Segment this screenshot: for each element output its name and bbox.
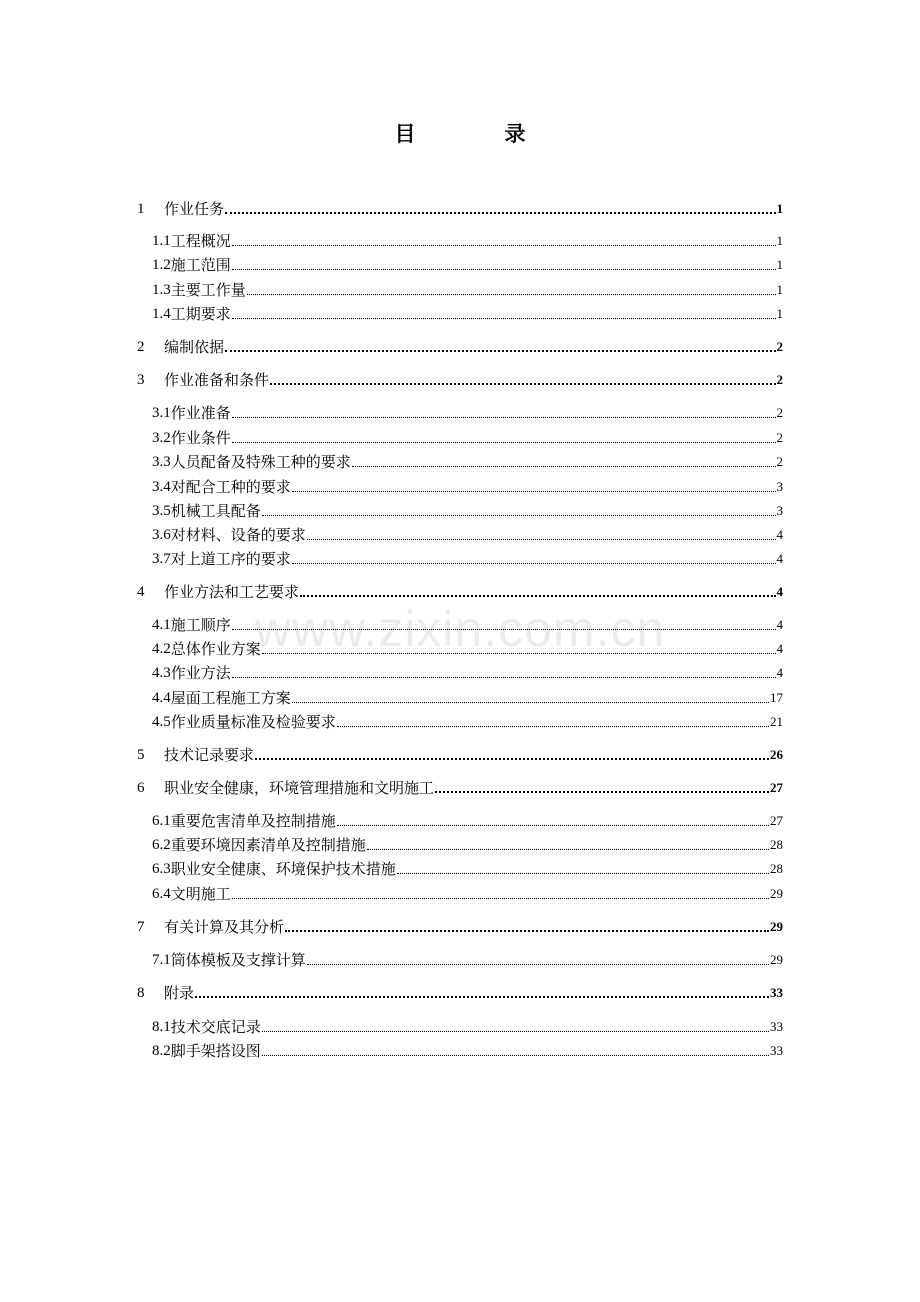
dot-leader: [292, 491, 776, 492]
dot-leader: [307, 964, 769, 965]
dot-leader: [292, 563, 776, 564]
toc-page-number: 33: [770, 1019, 783, 1034]
toc-page-number: 1: [776, 257, 783, 272]
toc-number: 6: [137, 780, 145, 796]
toc-page-number: 3: [776, 479, 783, 494]
toc-section[interactable]: [152, 498, 783, 520]
toc-page-number: 1: [776, 201, 783, 216]
toc-section[interactable]: [152, 277, 783, 299]
toc-label: 作业准备: [170, 404, 231, 422]
toc-page-number: 28: [770, 837, 783, 852]
toc-number: 3.6: [152, 527, 171, 543]
toc-number: 3.7: [152, 551, 171, 567]
toc-section[interactable]: [152, 881, 783, 903]
toc-page-number: 17: [770, 690, 783, 705]
toc-page-number: 4: [776, 551, 783, 566]
dot-leader: [367, 849, 769, 850]
toc-number: 7.1: [152, 952, 171, 968]
toc-number: 1.1: [152, 233, 171, 249]
dot-leader: [225, 212, 775, 214]
toc-chapter[interactable]: [137, 742, 783, 764]
toc-chapter[interactable]: [137, 196, 783, 218]
dot-leader: [232, 898, 769, 899]
toc-page-number: 33: [770, 985, 783, 1000]
toc-number: 4.1: [152, 617, 171, 633]
toc-number: 6.3: [152, 861, 171, 877]
dot-leader: [307, 539, 776, 540]
toc-label: 重要环境因素清单及控制措施: [170, 836, 366, 854]
toc-label: 附录: [164, 984, 195, 1002]
toc-chapter[interactable]: [137, 914, 783, 936]
dot-leader: [300, 595, 775, 597]
toc-label: 筒体模板及支撑计算: [170, 951, 306, 969]
toc-page-number: 3: [776, 503, 783, 518]
toc-section[interactable]: [152, 685, 783, 707]
toc-section[interactable]: [152, 425, 783, 447]
toc-label: 人员配备及特殊工种的要求: [170, 453, 351, 471]
toc-page-number: 4: [776, 617, 783, 632]
toc-number: 3.2: [152, 430, 171, 446]
toc-number: 4: [137, 584, 145, 600]
toc-chapter[interactable]: [137, 980, 783, 1002]
toc-label: 作业任务: [164, 200, 225, 218]
toc-number: 7: [137, 919, 145, 935]
toc-label: 文明施工: [170, 885, 231, 903]
toc-page-number: 1: [776, 282, 783, 297]
dot-leader: [232, 677, 776, 678]
dot-leader: [232, 629, 776, 630]
toc-section[interactable]: [152, 252, 783, 274]
toc-chapter[interactable]: [137, 579, 783, 601]
toc-page-number: 2: [776, 405, 783, 420]
toc-chapter[interactable]: [137, 367, 783, 389]
toc-section[interactable]: [152, 856, 783, 878]
toc-label: 技术记录要求: [164, 746, 255, 764]
toc-number: 3.5: [152, 503, 171, 519]
toc-label: 对配合工种的要求: [170, 478, 291, 496]
dot-leader: [232, 269, 776, 270]
toc-page-number: 2: [776, 339, 783, 354]
toc-section[interactable]: [152, 400, 783, 422]
toc-label: 作业条件: [170, 429, 231, 447]
toc-number: 6.2: [152, 837, 171, 853]
toc-section[interactable]: [152, 808, 783, 830]
toc-number: 5: [137, 747, 145, 763]
dot-leader: [337, 825, 769, 826]
toc-chapter[interactable]: [137, 334, 783, 356]
toc-section[interactable]: [152, 228, 783, 250]
dot-leader: [247, 294, 776, 295]
toc-number: 3.4: [152, 479, 171, 495]
toc-page-number: 28: [770, 861, 783, 876]
toc-label: 机械工具配备: [170, 502, 261, 520]
dot-leader: [435, 791, 769, 793]
toc-page-number: 4: [776, 527, 783, 542]
toc-page-number: 4: [776, 665, 783, 680]
dot-leader: [262, 515, 776, 516]
toc-label: 对材料、设备的要求: [170, 526, 306, 544]
toc-label: 作业准备和条件: [164, 371, 270, 389]
dot-leader: [337, 726, 769, 727]
dot-leader: [232, 245, 776, 246]
dot-leader: [232, 417, 776, 418]
toc-number: 4.2: [152, 641, 171, 657]
toc-section[interactable]: [152, 1038, 783, 1060]
dot-leader: [352, 466, 776, 467]
toc-page-number: 4: [776, 641, 783, 656]
toc-label: 职业安全健康，环境管理措施和文明施工: [164, 779, 435, 797]
toc-page-number: 2: [776, 372, 783, 387]
toc-page-number: 29: [770, 952, 783, 967]
toc-page-number: 2: [776, 430, 783, 445]
toc-label: 脚手架搭设图: [170, 1042, 261, 1060]
toc-page-number: 29: [770, 886, 783, 901]
dot-leader: [232, 442, 776, 443]
toc-label: 有关计算及其分析: [164, 918, 285, 936]
toc-number: 3.1: [152, 405, 171, 421]
toc-number: 1: [137, 201, 145, 217]
dot-leader: [292, 702, 769, 703]
toc-number: 4.3: [152, 665, 171, 681]
toc-section[interactable]: [152, 832, 783, 854]
toc-number: 2: [137, 339, 145, 355]
toc-label: 总体作业方案: [170, 640, 261, 658]
toc-number: 6.1: [152, 813, 171, 829]
toc-section[interactable]: [152, 636, 783, 658]
toc-label: 施工范围: [170, 256, 231, 274]
toc-label: 对上道工序的要求: [170, 550, 291, 568]
dot-leader: [262, 1055, 769, 1056]
toc-label: 编制依据: [164, 338, 225, 356]
toc-page-number: 4: [776, 584, 783, 599]
toc-number: 1.2: [152, 257, 171, 273]
dot-leader: [232, 318, 776, 319]
toc-number: 8: [137, 985, 145, 1001]
toc-page-number: 33: [770, 1043, 783, 1058]
dot-leader: [262, 1031, 769, 1032]
toc-page-number: 1: [776, 306, 783, 321]
toc-page-number: 1: [776, 233, 783, 248]
toc-section[interactable]: [152, 1014, 783, 1036]
toc-number: 6.4: [152, 886, 171, 902]
toc-label: 作业质量标准及检验要求: [170, 713, 336, 731]
toc-number: 4.4: [152, 690, 171, 706]
toc-number: 4.5: [152, 714, 171, 730]
dot-leader: [262, 653, 776, 654]
toc-page-number: 27: [770, 813, 783, 828]
toc-page-number: 27: [770, 780, 783, 795]
toc-chapter[interactable]: [137, 775, 783, 797]
toc-number: 1.3: [152, 282, 171, 298]
toc-section[interactable]: [152, 301, 783, 323]
dot-leader: [285, 930, 769, 932]
toc-number: 3.3: [152, 454, 171, 470]
toc-section[interactable]: [152, 522, 783, 544]
toc-label: 技术交底记录: [170, 1018, 261, 1036]
dot-leader: [270, 383, 775, 385]
toc-section[interactable]: [152, 709, 783, 731]
toc-label: 重要危害清单及控制措施: [170, 812, 336, 830]
dot-leader: [195, 996, 769, 998]
toc-number: 1.4: [152, 306, 171, 322]
toc-number: 8.1: [152, 1019, 171, 1035]
toc-section[interactable]: [152, 449, 783, 471]
toc-label: 工程概况: [170, 232, 231, 250]
toc-label: 施工顺序: [170, 616, 231, 634]
dot-leader: [397, 873, 769, 874]
dot-leader: [225, 350, 775, 352]
toc-number: 3: [137, 372, 145, 388]
toc-section[interactable]: [152, 947, 783, 969]
toc-label: 作业方法和工艺要求: [164, 583, 300, 601]
toc-section[interactable]: [152, 660, 783, 682]
toc-page-number: 29: [770, 919, 783, 934]
toc-label: 工期要求: [170, 305, 231, 323]
dot-leader: [255, 758, 769, 760]
toc-page-number: 21: [770, 714, 783, 729]
toc-section[interactable]: [152, 474, 783, 496]
toc-label: 主要工作量: [170, 281, 246, 299]
toc-section[interactable]: [152, 612, 783, 634]
page-title: 目 录: [394, 122, 560, 146]
toc-page-number: 2: [776, 454, 783, 469]
toc-label: 职业安全健康、环境保护技术措施: [170, 860, 396, 878]
toc-page-number: 26: [770, 747, 783, 762]
toc-label: 屋面工程施工方案: [170, 689, 291, 707]
toc-label: 作业方法: [170, 664, 231, 682]
toc-number: 8.2: [152, 1043, 171, 1059]
watermark: www.zixin.com.cn: [254, 601, 666, 657]
toc-section[interactable]: [152, 546, 783, 568]
